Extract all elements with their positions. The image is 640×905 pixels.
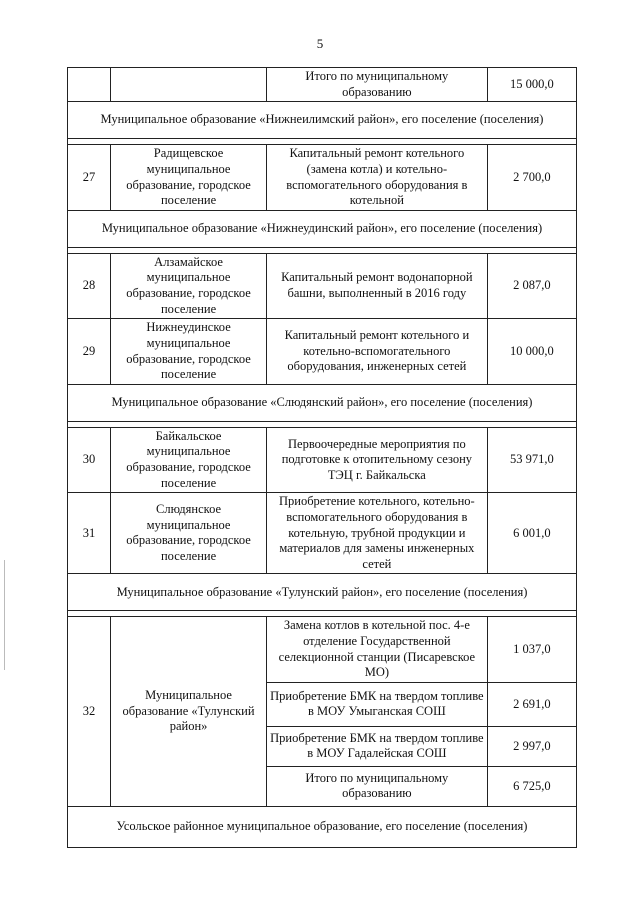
cell-work: Приобретение котельного, котельно-вспомогательного оборудования в котельную, трубной продукции и материалов для замены инженерных сетей xyxy=(267,493,488,574)
section-header-row xyxy=(68,102,577,139)
cell-municipality: Радищевское муниципальное образование, городское поселение xyxy=(111,145,267,211)
cell-work: Замена котлов в котельной пос. 4-е отделение Государственной селекционной станции (Писаревское МО) xyxy=(267,617,488,683)
table-row xyxy=(68,427,577,493)
cell-amount: 6 725,0 xyxy=(487,766,576,806)
cell-municipality: Слюдянское муниципальное образование, городское поселение xyxy=(111,493,267,574)
cell-amount: 6 001,0 xyxy=(487,493,576,574)
cell-work: Капитальный ремонт водонапорной башни, выполненный в 2016 году xyxy=(267,253,488,319)
table-row xyxy=(68,253,577,319)
funding-table xyxy=(67,67,577,848)
cell-num: 28 xyxy=(68,253,111,319)
section-title: Муниципальное образование «Нижнеудинский район», его поселение (поселения) xyxy=(68,210,577,247)
table-row xyxy=(68,493,577,574)
cell-work: Итого по муниципальному образованию xyxy=(267,766,488,806)
cell-num: 30 xyxy=(68,427,111,493)
cell-municipality: Нижнеудинское муниципальное образование, городское поселение xyxy=(111,319,267,385)
cell-municipality: Алзамайское муниципальное образование, городское поселение xyxy=(111,253,267,319)
table-row xyxy=(68,319,577,385)
cell-amount: 2 087,0 xyxy=(487,253,576,319)
page-number: 5 xyxy=(316,36,324,51)
cell-work: Капитальный ремонт котельного и котельно-вспомогательного оборудования, инженерных сетей xyxy=(267,319,488,385)
section-title: Усольское районное муниципальное образование, его поселение (поселения) xyxy=(68,806,577,847)
cell-amount: 2 700,0 xyxy=(487,145,576,211)
binding-margin-mark xyxy=(4,560,5,670)
section-header-row xyxy=(68,210,577,247)
table-row xyxy=(68,617,577,683)
cell-work: Приобретение БМК на твердом топливе в МОУ Умыганская СОШ xyxy=(267,682,488,726)
cell-municipality: Байкальское муниципальное образование, городское поселение xyxy=(111,427,267,493)
section-title: Муниципальное образование «Нижнеилимский район», его поселение (поселения) xyxy=(68,102,577,139)
cell-amount: 10 000,0 xyxy=(487,319,576,385)
cell-municipality: Муниципальное образование «Тулунский район» xyxy=(111,617,267,807)
cell-work: Первоочередные мероприятия по подготовке к отопительному сезону ТЭЦ г. Байкальска xyxy=(267,427,488,493)
section-header-row xyxy=(68,574,577,611)
cell-num: 29 xyxy=(68,319,111,385)
table-row xyxy=(68,145,577,211)
section-title: Муниципальное образование «Слюдянский район», его поселение (поселения) xyxy=(68,384,577,421)
table-row xyxy=(68,68,577,102)
cell-amount: 15 000,0 xyxy=(487,68,576,102)
cell-num: 31 xyxy=(68,493,111,574)
cell-work: Приобретение БМК на твердом топливе в МОУ Гадалейская СОШ xyxy=(267,726,488,766)
cell-num: 32 xyxy=(68,617,111,807)
section-header-row xyxy=(68,384,577,421)
cell-municipality xyxy=(111,68,267,102)
cell-work: Итого по муниципальному образованию xyxy=(267,68,488,102)
cell-amount: 2 997,0 xyxy=(487,726,576,766)
section-header-row xyxy=(68,806,577,847)
cell-num: 27 xyxy=(68,145,111,211)
section-title: Муниципальное образование «Тулунский район», его поселение (поселения) xyxy=(68,574,577,611)
cell-num xyxy=(68,68,111,102)
cell-amount: 53 971,0 xyxy=(487,427,576,493)
cell-work: Капитальный ремонт котельного (замена котла) и котельно-вспомогательного оборудования в котельной xyxy=(267,145,488,211)
cell-amount: 1 037,0 xyxy=(487,617,576,683)
cell-amount: 2 691,0 xyxy=(487,682,576,726)
